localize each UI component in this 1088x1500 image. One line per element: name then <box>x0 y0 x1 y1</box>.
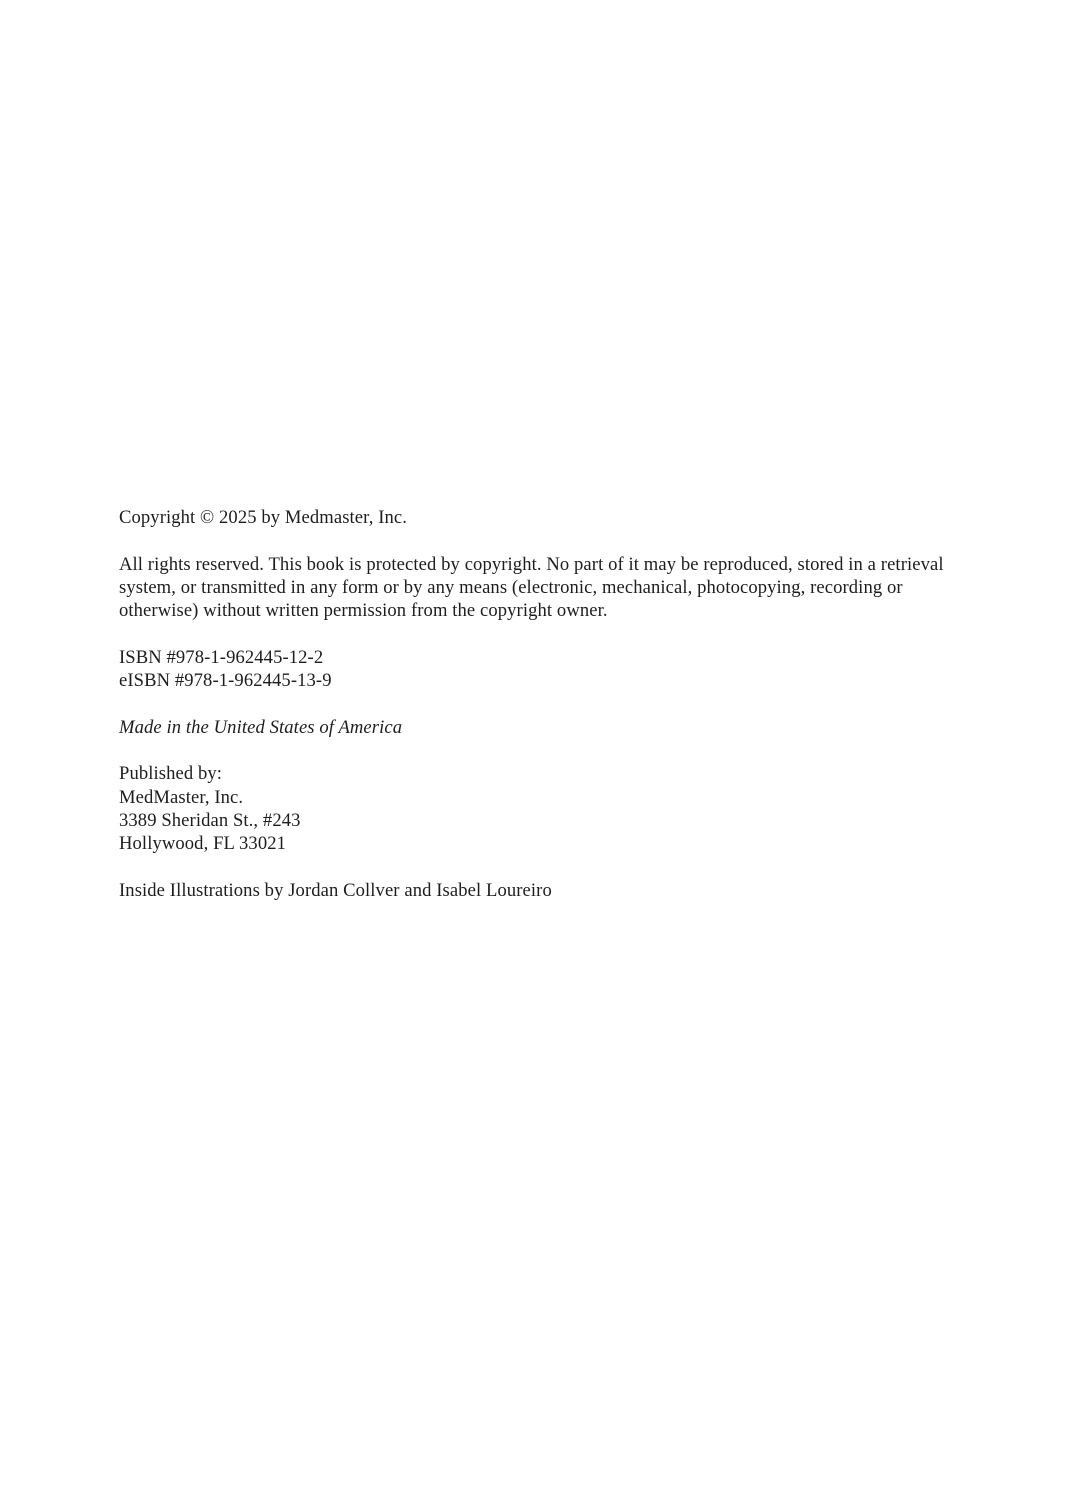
isbn-block <box>119 646 959 693</box>
publisher-block <box>119 762 959 855</box>
rights-paragraph: All rights reserved. This book is protected by copyright. No part of it may be reproduced, stored in a retrieval system, or transmitted in any form or by any means (electronic, mechanical, photocopying, recording or otherwise) without written permission from the copyright owner. <box>119 553 944 622</box>
copyright-line: Copyright © 2025 by Medmaster, Inc. <box>119 507 407 528</box>
publisher-address-street: 3389 Sheridan St., #243 <box>119 809 301 831</box>
publisher-address-city: Hollywood, FL 33021 <box>119 833 287 855</box>
eisbn-line: eISBN #978-1-962445-13-9 <box>119 670 332 692</box>
publisher-name: MedMaster, Inc. <box>119 786 244 808</box>
illustrations-credit-line: Inside Illustrations by Jordan Collver and Isabel Loureiro <box>119 879 552 901</box>
published-by-label: Published by: <box>119 763 223 785</box>
copyright-text-block <box>119 506 959 902</box>
isbn-line: ISBN #978-1-962445-12-2 <box>119 646 324 668</box>
made-in-line: Made in the United States of America <box>119 716 403 738</box>
